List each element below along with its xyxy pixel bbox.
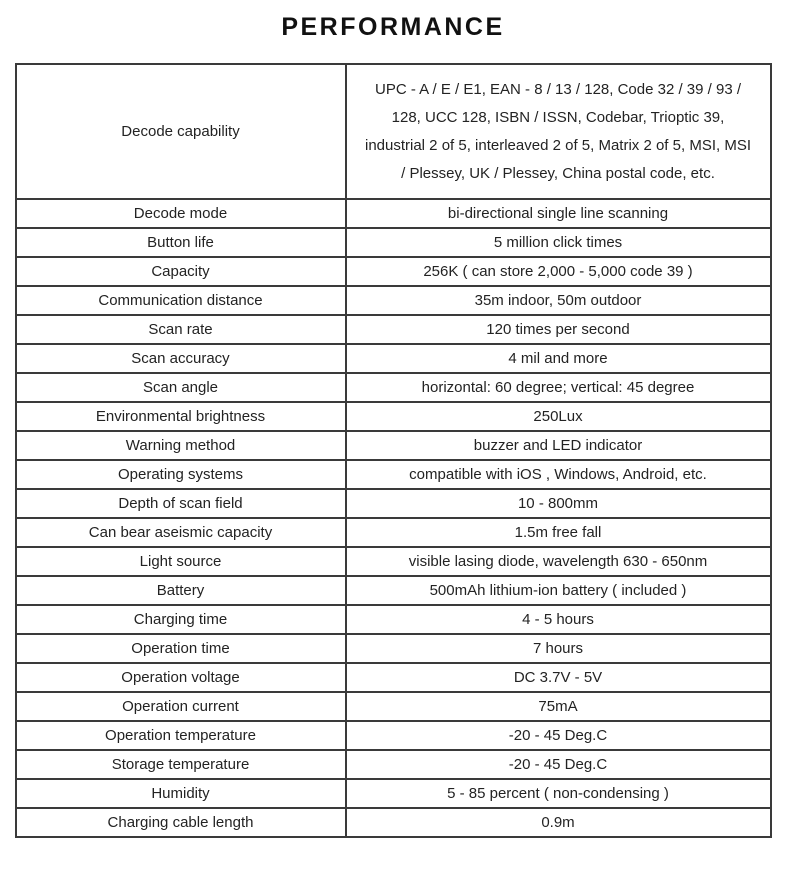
table-row [16,286,771,315]
spec-value: compatible with iOS , Windows, Android, etc. [346,460,771,489]
page-title: PERFORMANCE [281,13,505,41]
table-row [16,489,771,518]
spec-label: Operating systems [16,460,346,489]
table-row [16,750,771,779]
spec-value: 250Lux [346,402,771,431]
table-row [16,518,771,547]
table-row [16,344,771,373]
spec-value: 10 - 800mm [346,489,771,518]
spec-value: DC 3.7V - 5V [346,663,771,692]
spec-label: Operation temperature [16,721,346,750]
spec-label: Operation time [16,634,346,663]
table-row [16,199,771,228]
table-row [16,315,771,344]
spec-value: 500mAh lithium-ion battery ( included ) [346,576,771,605]
table-row [16,634,771,663]
table-row [16,257,771,286]
spec-value: 5 million click times [346,228,771,257]
spec-value: 1.5m free fall [346,518,771,547]
table-row [16,431,771,460]
spec-label: Operation voltage [16,663,346,692]
table-row [16,547,771,576]
spec-label: Warning method [16,431,346,460]
spec-label: Scan angle [16,373,346,402]
spec-value: horizontal: 60 degree; vertical: 45 degree [346,373,771,402]
table-row [16,576,771,605]
table-row [16,228,771,257]
spec-label: Communication distance [16,286,346,315]
spec-label: Battery [16,576,346,605]
table-row [16,692,771,721]
spec-label: Button life [16,228,346,257]
table-row [16,808,771,837]
spec-value: bi-directional single line scanning [346,199,771,228]
spec-label: Scan accuracy [16,344,346,373]
spec-label: Depth of scan field [16,489,346,518]
table-row [16,721,771,750]
spec-label: Charging cable length [16,808,346,837]
spec-value: -20 - 45 Deg.C [346,750,771,779]
spec-value: 35m indoor, 50m outdoor [346,286,771,315]
spec-label: Can bear aseismic capacity [16,518,346,547]
spec-label: Environmental brightness [16,402,346,431]
spec-value: 5 - 85 percent ( non-condensing ) [346,779,771,808]
spec-value: 75mA [346,692,771,721]
table-row [16,460,771,489]
spec-label: Storage temperature [16,750,346,779]
spec-value: 7 hours [346,634,771,663]
spec-value: 4 mil and more [346,344,771,373]
table-row [16,64,771,199]
spec-value: buzzer and LED indicator [346,431,771,460]
spec-label: Charging time [16,605,346,634]
spec-value: -20 - 45 Deg.C [346,721,771,750]
table-row [16,605,771,634]
table-row [16,402,771,431]
spec-value: UPC - A / E / E1, EAN - 8 / 13 / 128, Code 32 / 39 / 93 / 128, UCC 128, ISBN / ISSN, Codebar, Trioptic 39, industrial 2 of 5, interleaved 2 of 5, Matrix 2 of 5, MSI, MSI / Plessey, UK / Plessey, China postal code, etc. [346,64,771,199]
spec-value: 120 times per second [346,315,771,344]
spec-label: Capacity [16,257,346,286]
table-row [16,373,771,402]
spec-label: Humidity [16,779,346,808]
spec-label: Decode mode [16,199,346,228]
table-row [16,663,771,692]
spec-value: 4 - 5 hours [346,605,771,634]
table-row [16,779,771,808]
spec-value: 0.9m [346,808,771,837]
spec-label: Scan rate [16,315,346,344]
spec-table-body [16,64,771,837]
spec-label: Decode capability [16,64,346,199]
spec-value: 256K ( can store 2,000 - 5,000 code 39 ) [346,257,771,286]
performance-spec-table [15,63,772,838]
spec-value: visible lasing diode, wavelength 630 - 650nm [346,547,771,576]
spec-label: Operation current [16,692,346,721]
spec-label: Light source [16,547,346,576]
